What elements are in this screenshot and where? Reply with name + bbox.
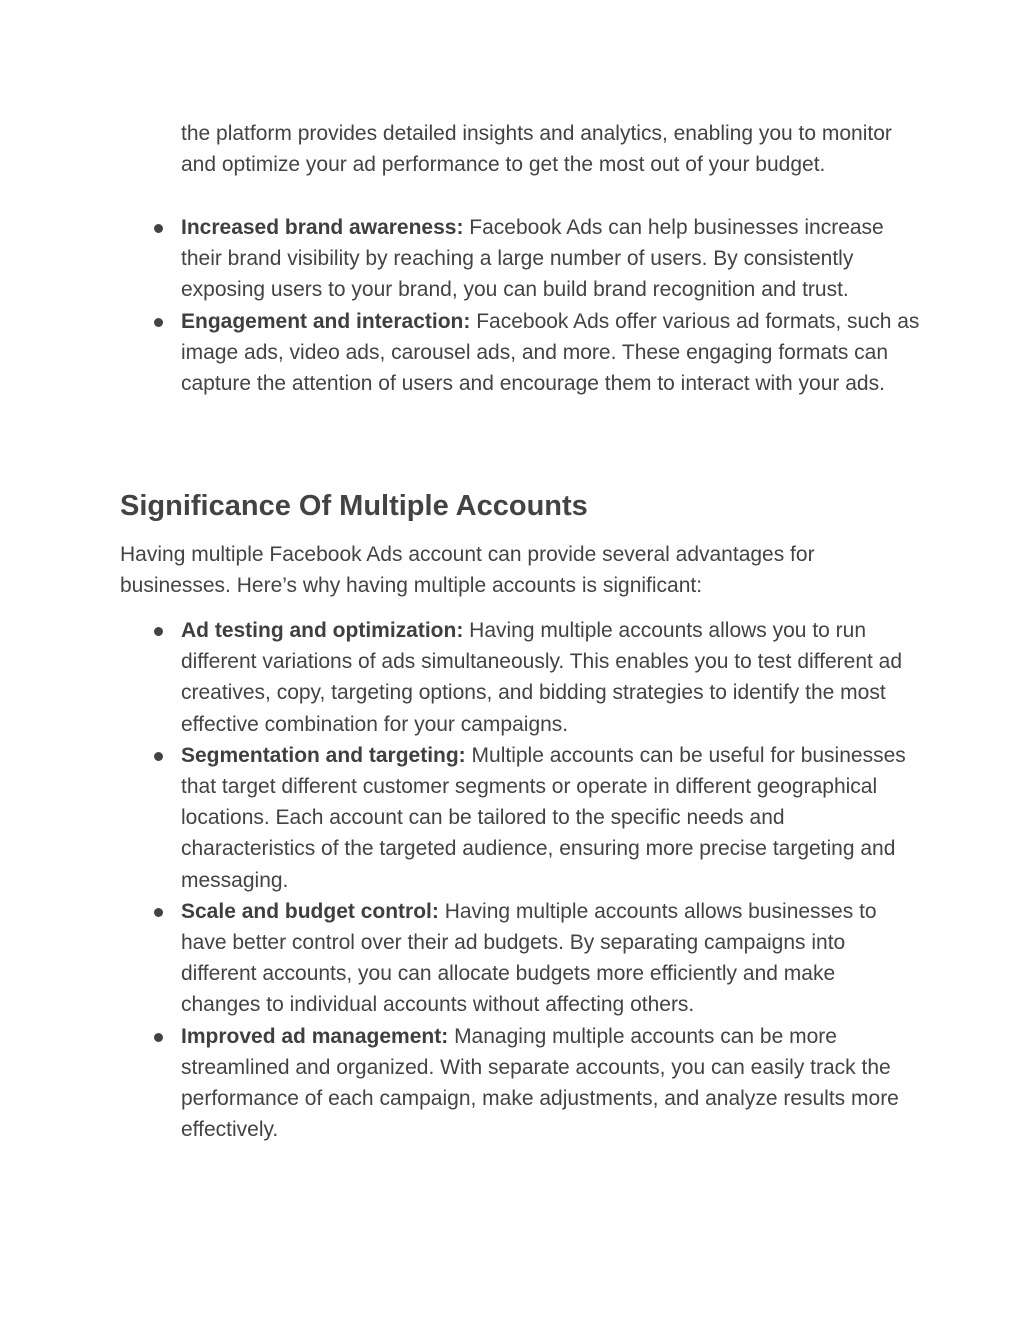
- list-item: [120, 896, 920, 1021]
- section-heading: Significance Of Multiple Accounts: [120, 490, 588, 522]
- bullet-icon: [154, 752, 163, 761]
- list-item-term: Improved ad management:: [181, 1024, 449, 1048]
- list-item-term: Increased brand awareness:: [181, 216, 464, 239]
- list-item-text: Facebook Ads can help businesses increase their brand visibility by reaching a large number of users. By consistently exposing users to your brand, you can build brand recognition and trust.: [181, 216, 884, 302]
- intro-paragraph: Having multiple Facebook Ads account can provide several advantages for businesses. Here’s why having multiple accounts is significant:: [120, 543, 815, 598]
- list-item: [120, 306, 920, 400]
- list-item-text: Multiple accounts can be useful for businesses that target different customer segments or operate in different geographical locations. Each account can be tailored to the specific needs and characteristics of the targeted audience, ensuring more precise targeting and messaging.: [181, 743, 906, 892]
- list-item-term: Scale and budget control:: [181, 899, 439, 923]
- list-item-term: Engagement and interaction:: [181, 309, 471, 333]
- list-item-text: Having multiple accounts allows businesses to have better control over their ad budgets. By separating campaigns into different accounts, you can allocate budgets more efficiently and make changes to individual accounts without affecting others.: [181, 899, 877, 1017]
- list-item: [120, 1021, 920, 1146]
- bullet-icon: [154, 1033, 163, 1042]
- bullet-icon: [154, 908, 163, 917]
- advantages-list: [120, 615, 920, 1145]
- list-item-text: Managing multiple accounts can be more streamlined and organized. With separate accounts, you can easily track the performance of each campaign, make adjustments, and analyze results more effectively.: [181, 1024, 899, 1142]
- list-item-text: Having multiple accounts allows you to run different variations of ads simultaneously. This enables you to test different ad creatives, copy, targeting options, and bidding strategies to identify the most effective combination for your campaigns.: [181, 619, 903, 736]
- list-item-term: Ad testing and optimization:: [181, 619, 464, 642]
- list-item-text: Facebook Ads offer various ad formats, such as image ads, video ads, carousel ads, and more. These engaging formats can capture the attention of users and encourage them to interact with your ads.: [181, 309, 920, 396]
- list-item: [120, 740, 920, 896]
- bullet-icon: [154, 318, 163, 327]
- bullet-icon: [154, 224, 163, 233]
- list-item-term: Segmentation and targeting:: [181, 743, 466, 767]
- bullet-icon: [154, 627, 163, 636]
- list-item: [120, 615, 920, 740]
- continuation-paragraph: the platform provides detailed insights and analytics, enabling you to monitor and optimize your ad performance to get the most out of your budget.: [181, 122, 892, 177]
- list-item: [120, 212, 920, 306]
- benefits-list: [120, 212, 920, 399]
